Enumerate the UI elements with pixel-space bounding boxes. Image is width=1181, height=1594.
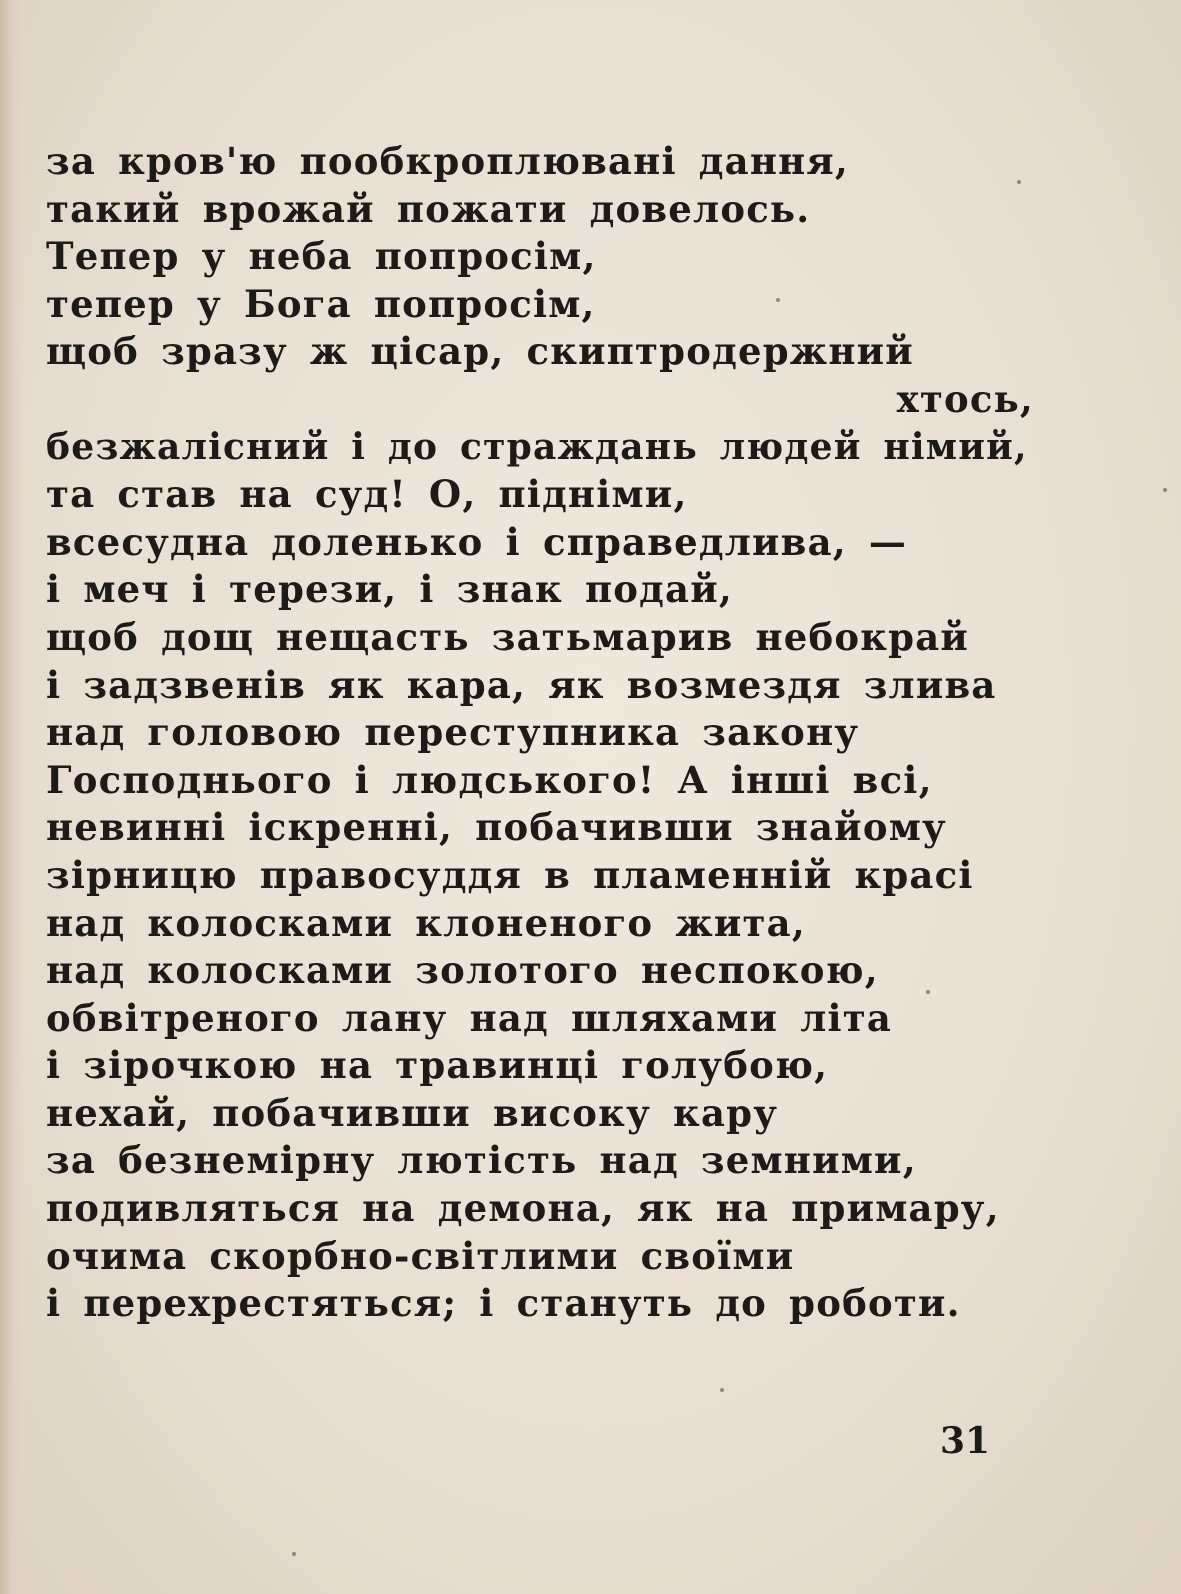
poem-line: невинні іскренні, побачивши знайому [46, 805, 947, 850]
poem-line: і перехрестяться; і стануть до роботи. [46, 1281, 961, 1326]
poem-line: обвітреного лану над шляхами літа [46, 995, 893, 1040]
paper-speck [776, 298, 780, 302]
poem-line: такий врожай пожати довелось. [46, 186, 811, 231]
poem-line: Тепер у неба попросім, [46, 234, 597, 279]
poem-line: над колосками золотого неспокою, [46, 948, 879, 993]
paper-speck [720, 1388, 724, 1392]
poem-line-continuation: хтось, [896, 376, 1034, 421]
poem-line: за безнемірну лютість над земними, [46, 1138, 917, 1183]
poem-line: нехай, побачивши високу кару [46, 1090, 779, 1135]
poem-line: Господнього і людського! А інші всі, [46, 757, 933, 802]
paper-speck [926, 990, 930, 994]
poem-line: і задзвенів як кара, як возмездя злива [46, 662, 997, 707]
page-number: 31 [940, 1420, 991, 1462]
poem-line: і зірочкою на травинці голубою, [46, 1043, 829, 1088]
page-edge-shadow [0, 0, 22, 1594]
paper-speck [1163, 488, 1167, 492]
poem-line: і меч і терези, і знак подай, [46, 567, 733, 612]
poem-line: щоб зразу ж цісар, скиптродержний [46, 329, 914, 374]
poem-text [46, 138, 1036, 1328]
paper-speck [1017, 180, 1021, 184]
poem-line: всесудна доленько і справедлива, — [46, 519, 908, 564]
poem-line: тепер у Бога попросім, [46, 281, 596, 326]
poem-line: зірницю правосуддя в пламенній красі [46, 852, 974, 897]
paper-speck [292, 1552, 296, 1556]
poem-line: за кров'ю пообкроплювані дання, [46, 139, 850, 183]
poem-line: безжалісний і до страждань людей німий, [46, 425, 1028, 468]
poem-line: очима скорбно-світлими своїми [46, 1233, 795, 1278]
poem-line: подивляться на демона, як на примару, [46, 1186, 1000, 1231]
poem-line: над головою переступника закону [46, 710, 860, 755]
poem-line: та став на суд! О, підніми, [46, 472, 688, 517]
poem-line: щоб дощ нещасть затьмарив небокрай [46, 614, 970, 659]
poem-line: над колосками клоненого жита, [46, 900, 806, 945]
